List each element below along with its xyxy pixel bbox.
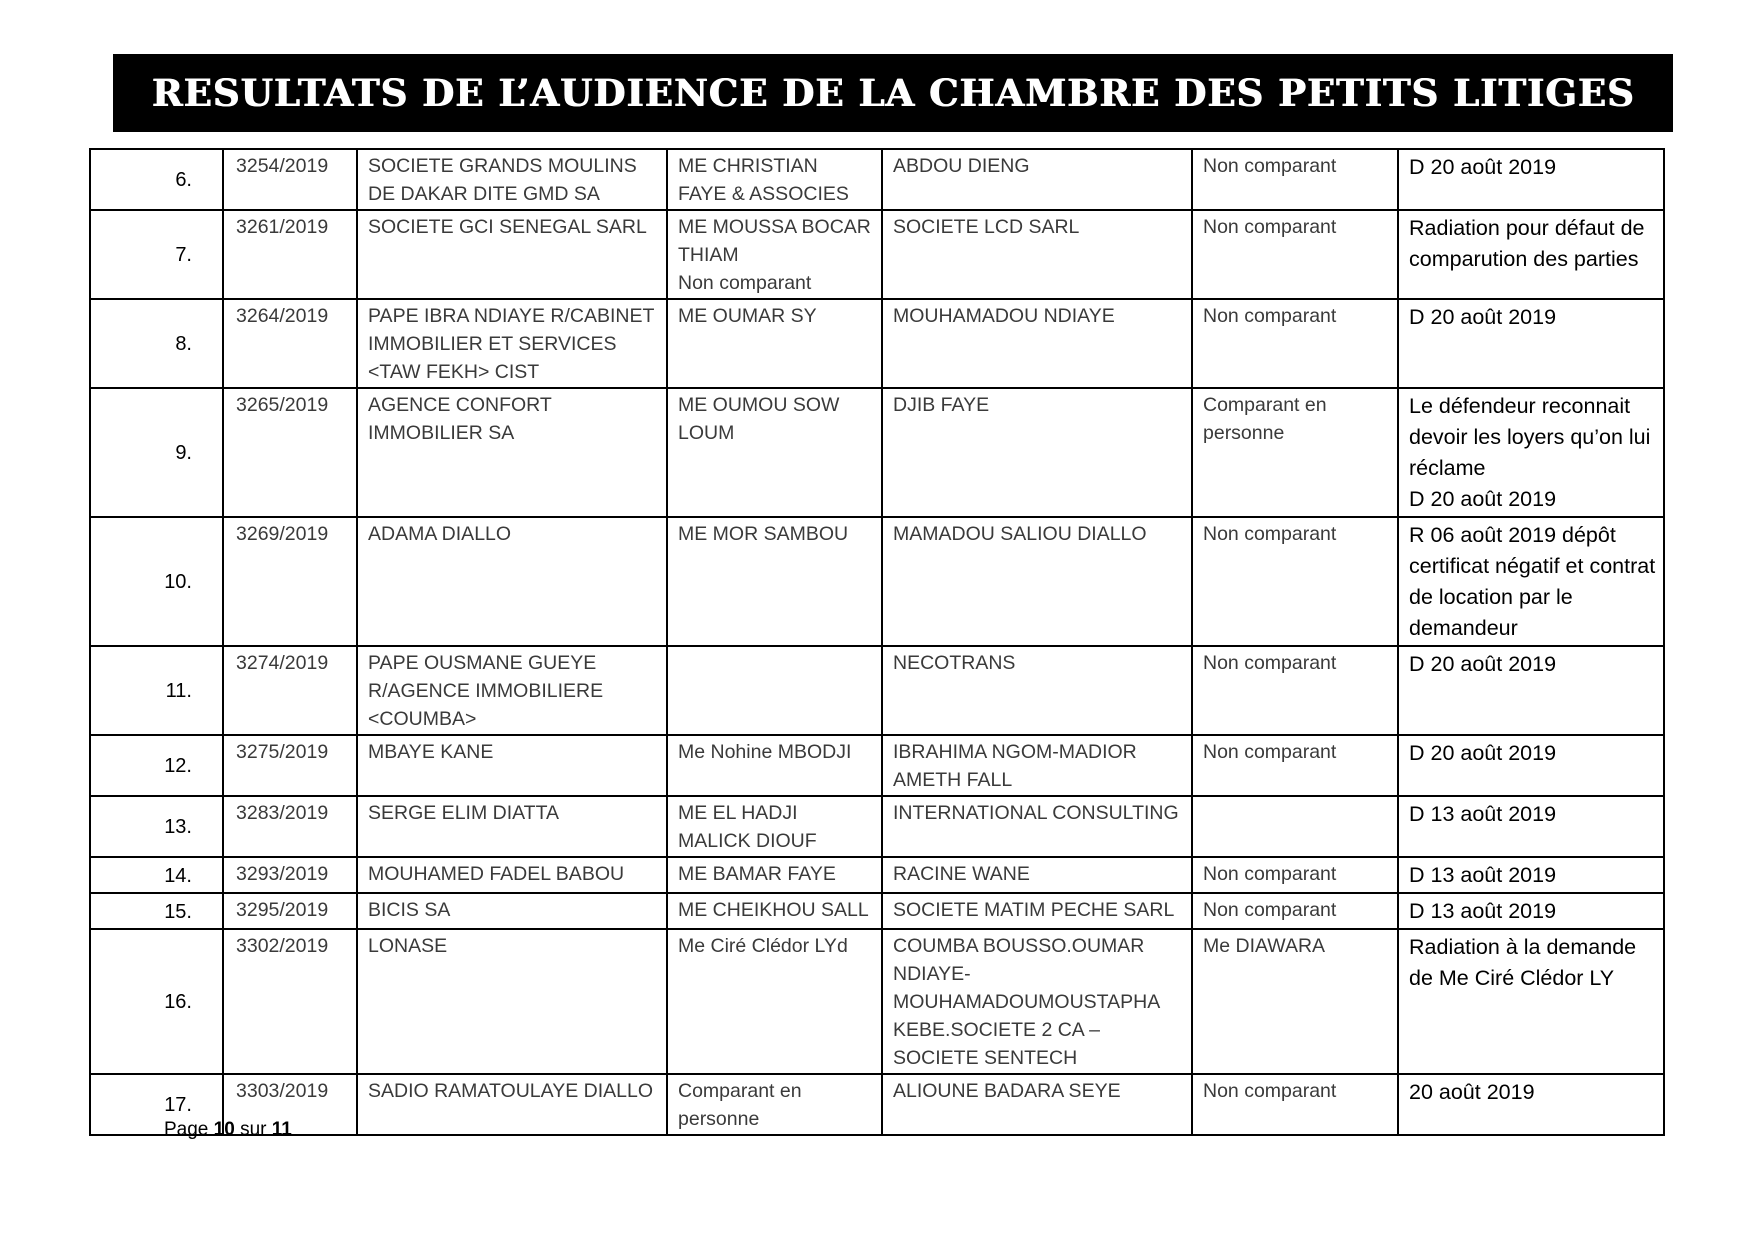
case-number: 3254/2019	[223, 149, 357, 210]
hearing-result: Le défendeur reconnait devoir les loyers qu’on lui réclame D 20 août 2019	[1398, 388, 1664, 517]
defendant: COUMBA BOUSSO.OUMAR NDIAYE-MOUHAMADOUMOUSTAPHA KEBE.SOCIETE 2 CA –SOCIETE SENTECH	[882, 929, 1192, 1074]
plaintiff: LONASE	[357, 929, 667, 1074]
table-row	[90, 646, 1664, 735]
table-row	[90, 796, 1664, 857]
plaintiff: PAPE IBRA NDIAYE R/CABINET IMMOBILIER ET SERVICES <TAW FEKH> CIST	[357, 299, 667, 388]
table-row	[90, 517, 1664, 646]
table-row	[90, 149, 1664, 210]
table-row	[90, 388, 1664, 517]
defendant: MOUHAMADOU NDIAYE	[882, 299, 1192, 388]
defendant: IBRAHIMA NGOM-MADIOR AMETH FALL	[882, 735, 1192, 796]
appearance-status: Non comparant	[1192, 149, 1398, 210]
table-row	[90, 929, 1664, 1074]
plaintiff: SOCIETE GCI SENEGAL SARL	[357, 210, 667, 299]
counsel: ME OUMAR SY	[667, 299, 882, 388]
hearing-result: D 13 août 2019	[1398, 857, 1664, 893]
appearance-status: Non comparant	[1192, 1074, 1398, 1135]
defendant: DJIB FAYE	[882, 388, 1192, 517]
defendant: ABDOU DIENG	[882, 149, 1192, 210]
appearance-status: Non comparant	[1192, 517, 1398, 646]
plaintiff: BICIS SA	[357, 893, 667, 929]
plaintiff: SOCIETE GRANDS MOULINS DE DAKAR DITE GMD SA	[357, 149, 667, 210]
results-table-body	[90, 149, 1664, 1135]
plaintiff: MOUHAMED FADEL BABOU	[357, 857, 667, 893]
title-banner	[113, 54, 1673, 132]
row-number: 13.	[90, 796, 223, 857]
table-row	[90, 1074, 1664, 1135]
appearance-status: Non comparant	[1192, 893, 1398, 929]
case-number: 3275/2019	[223, 735, 357, 796]
plaintiff: ADAMA DIALLO	[357, 517, 667, 646]
counsel: ME EL HADJI MALICK DIOUF	[667, 796, 882, 857]
plaintiff: SADIO RAMATOULAYE DIALLO	[357, 1074, 667, 1135]
counsel: ME CHRISTIAN FAYE & ASSOCIES	[667, 149, 882, 210]
plaintiff: PAPE OUSMANE GUEYE R/AGENCE IMMOBILIERE <COUMBA>	[357, 646, 667, 735]
appearance-status: Me DIAWARA	[1192, 929, 1398, 1074]
case-number: 3269/2019	[223, 517, 357, 646]
row-number: 14.	[90, 857, 223, 893]
hearing-result: D 20 août 2019	[1398, 735, 1664, 796]
page-footer	[164, 1119, 292, 1141]
plaintiff: SERGE ELIM DIATTA	[357, 796, 667, 857]
defendant: RACINE WANE	[882, 857, 1192, 893]
page-separator: sur	[240, 1119, 267, 1140]
page-title: RESULTATS DE L’AUDIENCE DE LA CHAMBRE DES PETITS LITIGES	[151, 71, 1635, 115]
counsel	[667, 646, 882, 735]
defendant: INTERNATIONAL CONSULTING	[882, 796, 1192, 857]
hearing-result: Radiation pour défaut de comparution des parties	[1398, 210, 1664, 299]
row-number: 10.	[90, 517, 223, 646]
counsel: ME CHEIKHOU SALL	[667, 893, 882, 929]
row-number: 6.	[90, 149, 223, 210]
page-total: 11	[271, 1119, 292, 1140]
row-number: 12.	[90, 735, 223, 796]
page-current: 10	[213, 1119, 235, 1140]
counsel: ME OUMOU SOW LOUM	[667, 388, 882, 517]
plaintiff: MBAYE KANE	[357, 735, 667, 796]
defendant: MAMADOU SALIOU DIALLO	[882, 517, 1192, 646]
appearance-status: Non comparant	[1192, 735, 1398, 796]
hearing-result: 20 août 2019	[1398, 1074, 1664, 1135]
counsel: Me Nohine MBODJI	[667, 735, 882, 796]
hearing-result: D 13 août 2019	[1398, 893, 1664, 929]
counsel: Me Ciré Clédor LYd	[667, 929, 882, 1074]
appearance-status: Non comparant	[1192, 857, 1398, 893]
table-row	[90, 857, 1664, 893]
table-row	[90, 299, 1664, 388]
case-number: 3261/2019	[223, 210, 357, 299]
case-number: 3293/2019	[223, 857, 357, 893]
hearing-result: D 13 août 2019	[1398, 796, 1664, 857]
case-number: 3274/2019	[223, 646, 357, 735]
defendant: NECOTRANS	[882, 646, 1192, 735]
row-number: 9.	[90, 388, 223, 517]
case-number: 3303/2019	[223, 1074, 357, 1135]
case-number: 3265/2019	[223, 388, 357, 517]
appearance-status	[1192, 796, 1398, 857]
row-number: 7.	[90, 210, 223, 299]
hearing-result: D 20 août 2019	[1398, 149, 1664, 210]
table-row	[90, 735, 1664, 796]
hearing-result: D 20 août 2019	[1398, 299, 1664, 388]
counsel: ME MOR SAMBOU	[667, 517, 882, 646]
counsel: Comparant en personne	[667, 1074, 882, 1135]
row-number: 8.	[90, 299, 223, 388]
defendant: SOCIETE LCD SARL	[882, 210, 1192, 299]
plaintiff: AGENCE CONFORT IMMOBILIER SA	[357, 388, 667, 517]
row-number: 15.	[90, 893, 223, 929]
case-number: 3283/2019	[223, 796, 357, 857]
case-number: 3264/2019	[223, 299, 357, 388]
counsel: ME MOUSSA BOCAR THIAM Non comparant	[667, 210, 882, 299]
appearance-status: Non comparant	[1192, 299, 1398, 388]
case-number: 3302/2019	[223, 929, 357, 1074]
page-label: Page	[164, 1119, 209, 1140]
case-number: 3295/2019	[223, 893, 357, 929]
row-number: 17.	[90, 1074, 223, 1135]
hearing-result: Radiation à la demande de Me Ciré Clédor LY	[1398, 929, 1664, 1074]
appearance-status: Non comparant	[1192, 210, 1398, 299]
row-number: 11.	[90, 646, 223, 735]
appearance-status: Comparant en personne	[1192, 388, 1398, 517]
hearing-result: R 06 août 2019 dépôt certificat négatif et contrat de location par le demandeur	[1398, 517, 1664, 646]
counsel: ME BAMAR FAYE	[667, 857, 882, 893]
table-row	[90, 893, 1664, 929]
table-row	[90, 210, 1664, 299]
hearing-result: D 20 août 2019	[1398, 646, 1664, 735]
defendant: ALIOUNE BADARA SEYE	[882, 1074, 1192, 1135]
defendant: SOCIETE MATIM PECHE SARL	[882, 893, 1192, 929]
row-number: 16.	[90, 929, 223, 1074]
appearance-status: Non comparant	[1192, 646, 1398, 735]
results-table	[89, 148, 1665, 1136]
